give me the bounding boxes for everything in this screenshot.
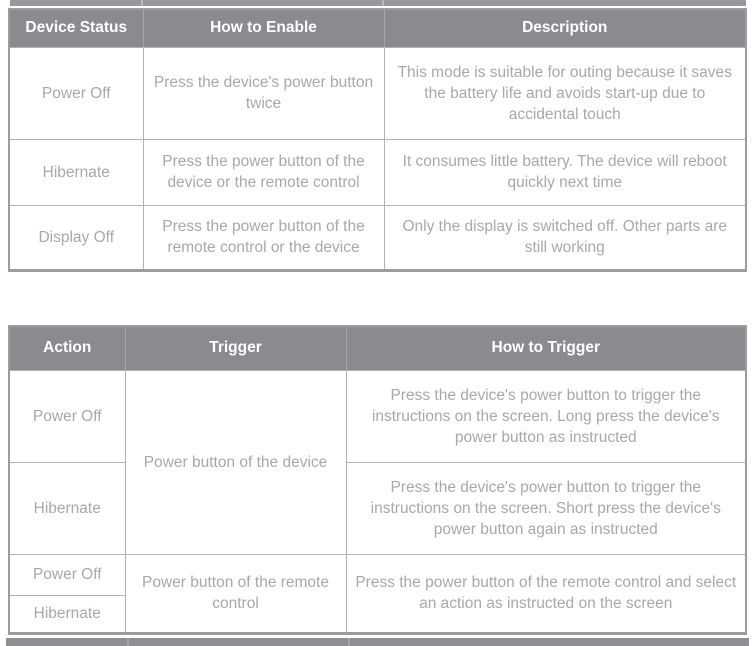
t2-r4-action: Hibernate: [9, 595, 125, 633]
t2-r3-action: Power Off: [9, 554, 125, 595]
t2-r2-action: Hibernate: [9, 462, 125, 554]
strip-divider: [127, 638, 129, 646]
t2-header-how-to-trigger: How to Trigger: [346, 326, 746, 370]
t2-r2-how: Press the device's power button to trigger the instructions on the screen. Short press the device's power button again as instructed: [346, 462, 746, 554]
t1-r1-status: Power Off: [9, 47, 143, 139]
t1-r3-status: Display Off: [9, 205, 143, 270]
table-header-row: [9, 9, 746, 47]
t1-r2-description: It consumes little battery. The device will reboot quickly next time: [384, 139, 746, 205]
t2-r1-trigger: Power button of the device: [125, 370, 346, 554]
t1-r3-enable: Press the power button of the remote control or the device: [143, 205, 384, 270]
table-row: [9, 47, 746, 139]
table-row: [9, 462, 746, 554]
t2-header-trigger: Trigger: [125, 326, 346, 370]
strip-divider: [141, 0, 143, 6]
strip-divider: [382, 0, 384, 6]
strip-divider: [348, 638, 350, 646]
t1-r2-enable: Press the power button of the device or the remote control: [143, 139, 384, 205]
t1-header-how-to-enable: How to Enable: [143, 9, 384, 47]
table-row: [9, 370, 746, 462]
t2-header-action: Action: [9, 326, 125, 370]
power-action-table: [8, 325, 747, 635]
t2-r3-trigger: Power button of the remote control: [125, 554, 346, 633]
t2-r3-how: Press the power button of the remote control and select an action as instructed on the screen: [346, 554, 746, 633]
t2-r1-action: Power Off: [9, 370, 125, 462]
cropped-table-edge-top: [10, 0, 746, 6]
device-status-table: [8, 8, 747, 272]
table-row: [9, 554, 746, 595]
t1-r1-enable: Press the device's power button twice: [143, 47, 384, 139]
table-header-row: [9, 326, 746, 370]
t1-r3-description: Only the display is switched off. Other parts are still working: [384, 205, 746, 270]
t1-r1-description: This mode is suitable for outing because it saves the battery life and avoids start-up due to accidental touch: [384, 47, 746, 139]
t1-header-device-status: Device Status: [9, 9, 143, 47]
t1-r2-status: Hibernate: [9, 139, 143, 205]
t1-header-description: Description: [384, 9, 746, 47]
cropped-table-edge-bottom: [6, 638, 749, 646]
table-row: [9, 139, 746, 205]
table-row: [9, 205, 746, 270]
t2-r1-how: Press the device's power button to trigger the instructions on the screen. Long press the device's power button as instructed: [346, 370, 746, 462]
